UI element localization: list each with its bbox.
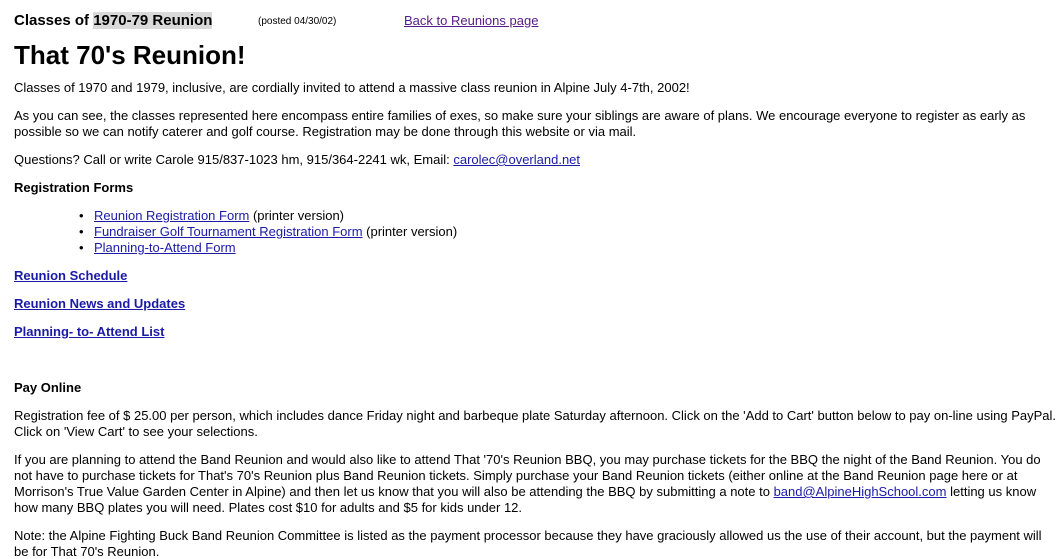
- bullet-icon: •: [79, 208, 84, 223]
- planning-to-attend-form-link[interactable]: Planning-to-Attend Form: [94, 240, 236, 255]
- back-to-reunions-link[interactable]: Back to Reunions page: [404, 13, 539, 28]
- list-item: [79, 208, 1056, 224]
- pay-online-heading: Pay Online: [14, 380, 82, 395]
- fee-paragraph: Registration fee of $ 25.00 per person, which includes dance Friday night and barbeque plate Saturday afternoon. Click on the 'Add to Cart' button below to pay on-line using PayPal. Click on 'View Cart' to see your selections.: [14, 408, 1056, 439]
- list-item: [79, 224, 1056, 240]
- reunion-news-link[interactable]: Reunion News and Updates: [14, 296, 186, 311]
- bbq-text-before: If you are planning to attend the Band Reunion and would also like to attend That '70's Reunion BBQ, you may purchase tickets for the BBQ the night of the Band Reunion. You do not have to purchase tickets for That's 70's Reunion plus Band Reunion tickets. Simply purchase your Band Reunion tickets (either online at the Band Reunion page here or at Morrison's True Value Garden Center in Alpine) and then let us know that you will also be attending the BBQ by submitting a note to: [14, 452, 1041, 499]
- reunion-schedule-link[interactable]: Reunion Schedule: [14, 268, 128, 283]
- questions-text: Questions? Call or write Carole 915/837-1023 hm, 915/364-2241 wk, Email:: [14, 152, 454, 167]
- page-content: [14, 12, 1056, 559]
- header-row: [14, 12, 1056, 32]
- registration-forms-heading: Registration Forms: [14, 180, 134, 195]
- list-item: [79, 240, 1056, 256]
- spacer: [14, 352, 1056, 380]
- planning-to-attend-list-link[interactable]: Planning- to- Attend List: [14, 324, 165, 339]
- reunion-registration-form-link[interactable]: Reunion Registration Form: [94, 208, 250, 223]
- bbq-paragraph: [14, 452, 1056, 516]
- bullet-icon: •: [79, 224, 84, 239]
- title-prefix: Classes of: [14, 12, 94, 29]
- bullet-icon: •: [79, 240, 84, 255]
- registration-forms-list: [14, 208, 1056, 256]
- questions-paragraph: [14, 152, 1056, 168]
- printer-version-label: (printer version): [362, 224, 458, 239]
- intro-paragraph: Classes of 1970 and 1979, inclusive, are cordially invited to attend a massive class reunion in Alpine July 4-7th, 2002!: [14, 80, 690, 95]
- title-highlight: 1970-79 Reunion: [93, 12, 213, 29]
- posted-date: (posted 04/30/02): [258, 16, 337, 27]
- main-heading: That 70's Reunion!: [14, 40, 246, 70]
- golf-tournament-form-link[interactable]: Fundraiser Golf Tournament Registration Form: [94, 224, 363, 239]
- note-paragraph: Note: the Alpine Fighting Buck Band Reunion Committee is listed as the payment processor because they have graciously allowed us the use of their account, but the payment will be for That 70's Reunion.: [14, 528, 1042, 559]
- families-paragraph: As you can see, the classes represented here encompass entire families of exes, so make sure your siblings are aware of plans. We encourage everyone to register as early as possible so we can notify caterer and golf course. Registration may be done through this website or via mail.: [14, 108, 1026, 139]
- news-row: [14, 296, 1056, 312]
- carole-email-link[interactable]: carolec@overland.net: [453, 152, 581, 167]
- band-email-link[interactable]: band@AlpineHighSchool.com: [773, 484, 947, 499]
- schedule-row: [14, 268, 1056, 284]
- printer-version-label: (printer version): [249, 208, 344, 223]
- page-title: [14, 12, 212, 29]
- attend-list-row: [14, 324, 1056, 340]
- bbq-text-after: letting us know how many BBQ plates you will need. Plates cost $10 for adults and $5 for kids under 12.: [14, 484, 1037, 515]
